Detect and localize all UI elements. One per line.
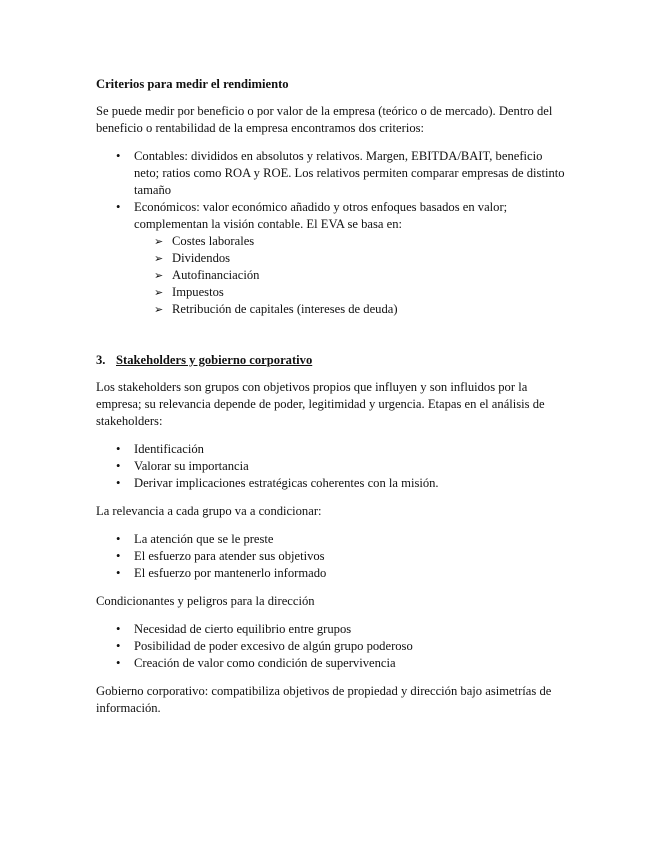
stakeholders-intro: Los stakeholders son grupos con objetivos propios que influyen y son influidos por la empresa; su relevancia depende de poder, legitimidad y urgencia. Etapas en el análisis de stakeholders: — [96, 380, 545, 428]
eva-list — [134, 233, 566, 318]
list-item: • El esfuerzo para atender sus objetivos — [96, 548, 566, 565]
gobierno-corporativo-text: Gobierno corporativo: compatibiliza objetivos de propiedad y dirección bajo asimetrías de información. — [96, 684, 552, 715]
criterios-list — [96, 148, 566, 318]
list-item: • Creación de valor como condición de supervivencia — [96, 655, 566, 672]
relevancia-intro: La relevancia a cada grupo va a condicionar: — [96, 504, 322, 518]
list-item: • Posibilidad de poder excesivo de algún grupo poderoso — [96, 638, 566, 655]
eva-item: ➢ Dividendos — [134, 250, 566, 267]
criterios-intro: Se puede medir por beneficio o por valor de la empresa (teórico o de mercado). Dentro del beneficio o rentabilidad de la empresa encontramos dos criterios: — [96, 104, 553, 135]
section-title: Stakeholders y gobierno corporativo — [116, 353, 313, 367]
eva-item: ➢ Retribución de capitales (intereses de deuda) — [134, 301, 566, 318]
section-number: 3. — [96, 353, 106, 367]
list-item: • La atención que se le preste — [96, 531, 566, 548]
condicionantes-intro: Condicionantes y peligros para la dirección — [96, 594, 315, 608]
list-item: • Derivar implicaciones estratégicas coherentes con la misión. — [96, 475, 566, 492]
criterios-heading: Criterios para medir el rendimiento — [96, 77, 289, 91]
relevancia-list — [96, 531, 566, 582]
document-page — [96, 76, 566, 728]
list-item-text: Contables: divididos en absolutos y relativos. Margen, EBITDA/BAIT, beneficio neto; ratios como ROA y ROE. Los relativos permiten comparar empresas de distinto tamaño — [134, 149, 565, 197]
list-item-text: Económicos: valor económico añadido y otros enfoques basados en valor; complementan la visión contable. El EVA se basa en: — [134, 200, 508, 231]
condicionantes-list — [96, 621, 566, 672]
list-item — [96, 199, 566, 318]
list-item: • Necesidad de cierto equilibrio entre grupos — [96, 621, 566, 638]
section-3-heading — [96, 352, 566, 369]
eva-item: ➢ Impuestos — [134, 284, 566, 301]
list-item: • Valorar su importancia — [96, 458, 566, 475]
etapas-list — [96, 441, 566, 492]
list-item: • Identificación — [96, 441, 566, 458]
list-item: • El esfuerzo por mantenerlo informado — [96, 565, 566, 582]
eva-item: ➢ Costes laborales — [134, 233, 566, 250]
list-item — [96, 148, 566, 199]
eva-item: ➢ Autofinanciación — [134, 267, 566, 284]
